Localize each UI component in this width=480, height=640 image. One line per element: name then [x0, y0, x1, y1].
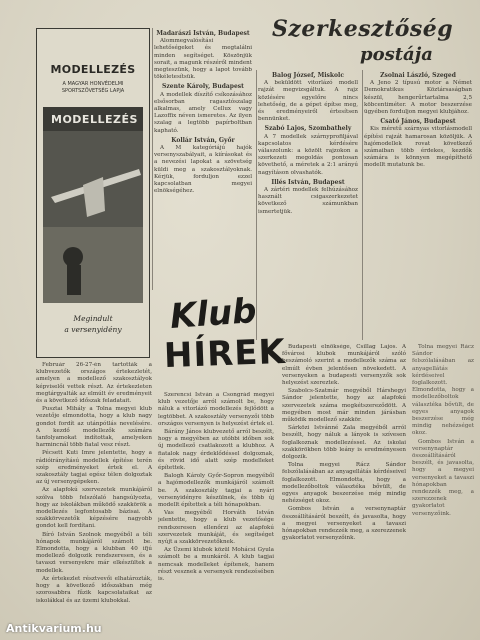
article-paragraph: Az alapfokú szervezetek munkájáról szólva több felszólaló hangsúlyozta, hogy az iskolákban működő szakkörök a modellezés legfontosabb bázisai. A szakkörvezetők képzésére nagyobb gondot kell fordítani.	[36, 487, 152, 530]
article-paragraph: Vas megyéből Horváth István jelentette, hogy a klub vezetősége rendszeresen ellenőrzi az alapfokú szervezetek munkáját, és segítséget nyújt a szakkörvezetőknek.	[158, 510, 274, 546]
letter-text: A Jeno 2 típusú motor a Német Demokratikus Köztársaságban készül, hengerűrtartalma 2,5 köbcentiméter. A motor beszerzése ügyében forduljon megyei klubjához.	[364, 80, 472, 116]
article-paragraph: Sárközi Istvánné Zala megyéből arról beszélt, hogy náluk a lányok is szívesen foglalkoznak modellezéssel. Az iskolai szakkörökben több leány is eredményesen dolgozik.	[282, 425, 406, 461]
advert-footer-line2: a versenyidény	[64, 325, 122, 334]
article-paragraph: Az értekezlet résztvevői elhatározták, hogy a következő időszakban még szorosabbra fűzik kapcsolataikat az iskolákkal és az üzemi klubokkal.	[36, 575, 152, 604]
letter-text: A zártéri modellek felhúzásához használt csigaszerkezetet következő számunkban ismertetjük.	[258, 187, 358, 215]
article-paragraph: Bárány János klubvezető arról beszélt, hogy a megyében az utóbbi időben sok új modellező csatlakozott a klubhoz. A fiatalok nagy érdeklődéssel dolgoznak, és rövid idő alatt szép modelleket építettek.	[158, 429, 274, 472]
article-paragraph: Pusztai Mihály a Tolna megyei klub vezetője elmondotta, hogy a klub nagy gondot fordít az utánpótlás nevelésére. A kezdő modellezők számára tanfolyamokat indítottak, amelyeken harmincnál több fiatal vesz részt.	[36, 406, 152, 449]
letter-text: Kis méretű szárnyas vitorlásmodell építési rajzát hamarosan közöljük. A hajómodellek rovat következő számaiban több érdekes, kezdők számára is könnyen megépíthető modellt mutatunk be.	[364, 126, 472, 169]
article-paragraph: Balogh Károly Győr-Sopron megyéből a hajómodellezők munkájáról számolt be. A szakosztály tagjai a nyári versenyidényre készülnek, és több új modellt építettek a téli hónapokban.	[158, 473, 274, 509]
advert-title: MODELLEZÉS	[50, 63, 136, 76]
letters-column-right	[258, 70, 358, 340]
letter-text: A 7 modellek szárnyprofiljával kapcsolatos kérdésére válaszolunk: a közölt rajzokon a szerkezeti megoldás pontosan követhető, a méretek a 2:1 arányú nagyításon olvashatók.	[258, 133, 358, 176]
club-news-title-line1: Klub	[168, 291, 258, 337]
letter-author: Madarászi István, Budapest	[156, 30, 250, 37]
column-divider	[152, 28, 153, 290]
magazine-cover-image	[43, 107, 143, 303]
column-divider	[256, 70, 257, 340]
letters-column-middle	[154, 28, 252, 290]
section-subtitle: postája	[360, 44, 433, 65]
article-paragraph: Az Üzemi klubok közül Mohácsi Gyula számolt be a munkáról. A klub tagjai nemcsak modelleket építenek, hanem részt vesznek a versenyek rendezésében is.	[158, 547, 274, 583]
letter-text: A M kategóriájú hajók versenyszabályait, a kiírásokat és a nevezési lapokat a szövetség küldi meg a szakosztályoknak. Kérjük, forduljon ezzel kapcsolatban megyei elnökségéhez.	[154, 145, 252, 195]
article-column-edge	[412, 344, 474, 624]
letters-column-far-right	[364, 70, 472, 340]
letter-text: A beküldött vitorlázó modell rajzát megvizsgáltuk. A rajz közlésére egyelőre nincs lehetőség, de a gépet építse meg, és eredményeiről értesítsen bennünket.	[258, 80, 358, 123]
letter-author: Balog József, Miskolc	[272, 72, 344, 79]
letter-author: Szabó Lajos, Szombathely	[264, 125, 352, 133]
letter-text: A modellek díszítő csíkozásához elsősorban ragasztószalag alkalmas, amely Cellux vagy Lazoffix néven ismeretes. Az ilyen szalag a legtöbb papírboltban kapható.	[154, 91, 252, 134]
article-paragraph: Budapesti elnöksége, Csillag Lajos. A fővárosi klubok munkájáról szóló beszámoló szerint a modellezők száma az elmúlt évben jelentősen növekedett. A versenyeken a budapesti versenyzők sok helyezést szereztek.	[282, 344, 406, 387]
article-paragraph: Február 26-27-én tartották a klubvezetők országos értekezletét, amelyen a modellező szakosztályok képviselői vettek részt. Az értekezleten megtárgyalták az elmúlt év eredményeit és a következő időszak feladatait.	[36, 362, 152, 405]
advert-footer	[43, 313, 143, 335]
article-paragraph: Tolna megyei Rácz Sándor felszólalásában az anyagellátás kérdéseivel foglalkozott. Elmondotta, hogy a modellezőboltok választéka bővült, de egyes anyagok beszerzése még mindig nehézséget okoz.	[282, 462, 406, 505]
magazine-advert	[36, 28, 150, 358]
letter-author: Csató János, Budapest	[380, 118, 456, 126]
section-title: Szerkesztőség	[272, 16, 454, 42]
article-paragraph: Pécsett Kuti Imre jelentette, hogy a rádióirányítású modellek építése terén szép eredményeket értek el. A szakosztály tagjai egész télen dolgoztak az új versenygépeken.	[36, 450, 152, 486]
advert-subtitle: A MAGYAR HONVÉDELMI SPORTSZÖVETSÉG LAPJA	[61, 81, 125, 94]
article-paragraph: Gombos István a versenynaptár összeállításáról beszélt, és javasolta, hogy a megyei versenyeket a tavaszi hónapokban rendezzék meg, a szerezzenek gyakorlatot versenyzőink.	[412, 438, 474, 517]
article-paragraph: Bíró István Szolnok megyéből a téli hónapok munkájáról számolt be. Elmondotta, hogy a klubban 40 ifjú modellező dolgozik rendszeresen, és a tavaszi versenyekre már elkészültek a modellek.	[36, 531, 152, 574]
column-divider	[362, 70, 363, 340]
article-column-left	[36, 362, 152, 624]
watermark: Antikvarium.hu	[6, 622, 102, 635]
advert-footer-line1: Megindult	[73, 314, 113, 323]
article-column-middle	[158, 392, 274, 624]
article-column-right	[282, 344, 406, 624]
article-paragraph: Szerencsi István a Csongrád megyei klub vezetője arról számolt be, hogy náluk a vitorlázó modellezés fejlődött a legtöbbet. A szakosztály versenyzői több országos versenyen is helyezést értek el.	[158, 392, 274, 427]
article-paragraph: Tolna megyei Rácz Sándor felszólalásában az anyagellátás kérdéseivel foglalkozott. Elmondotta, hogy a modellezőboltok választéka bővült, de egyes anyagok beszerzése még mindig nehézséget okoz.	[412, 344, 474, 437]
letter-text: Alommegvalósítási lehetőségeket és megtalálni minden segítséget. Köszönjük sorait, a magunk részéről mindent megteszünk, hogy a lapot tovább tökéletesítsük.	[154, 38, 252, 81]
article-paragraph: Gombos István a versenynaptár összeállításáról beszélt, és javasolta, hogy a megyei versenyeket a tavaszi hónapokban rendezzék meg, a szerezzenek gyakorlatot versenyzőink.	[282, 506, 406, 542]
cover-title: MODELLEZÉS	[51, 113, 138, 126]
club-news-title-line2: HÍREK	[163, 331, 287, 377]
letter-author: Kollár István, Győr	[171, 136, 235, 144]
article-paragraph: Szabolcs-Szatmár megyéből Hárshegyi Sándor jelentette, hogy az alapfokú szervezetek száma megkétszereződött. A megyében most már minden járásban működik modellező szakkör.	[282, 388, 406, 424]
letter-author: Zsolnai László, Szeged	[380, 72, 456, 79]
glider-photo-icon	[43, 107, 143, 303]
letter-author: Szente Károly, Budapest	[162, 83, 244, 91]
letter-author: Illés István, Budapest	[271, 178, 345, 186]
